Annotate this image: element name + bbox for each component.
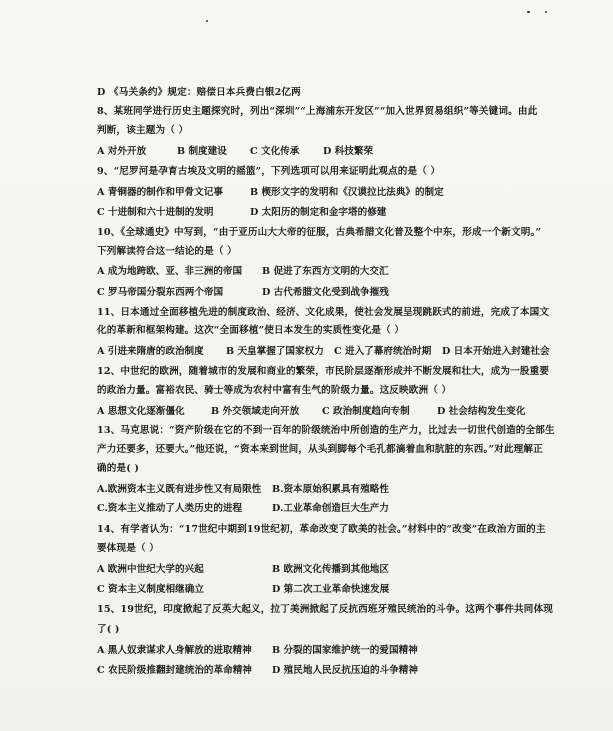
question-14-option-a: A 欧洲中世纪大学的兴起 [97, 564, 204, 575]
question-10-option-c: C 罗马帝国分裂东西两个帝国 [97, 287, 224, 298]
question-15-option-c: C 农民阶级推翻封建统治的革命精神 [97, 665, 252, 676]
question-12-stem: 的政治力量。富裕农民、骑士等成为农村中富有生气的阶级力量。这反映欧洲（ ） [97, 385, 452, 396]
question-9-stem: 9、“尼罗河是孕育古埃及文明的摇篮”，下列选项可以用来证明此观点的是（ ） [97, 166, 441, 177]
question-15-stem: 了( ) [97, 624, 120, 635]
scan-speck [545, 11, 547, 13]
question-9-option-d: D 太阳历的制定和金字塔的修建 [250, 207, 387, 218]
question-13-stem: 产力还要多，还要大。”他还说，“资本来到世间，从头到脚每个毛孔都滴着血和肮脏的东西。”对此理解正 [97, 444, 543, 455]
question-13-stem: 确的是( ) [97, 463, 140, 474]
question-14-option-d: D 第二次工业革命快速发展 [272, 584, 390, 595]
question-11-option-b: B 天皇掌握了国家权力 [226, 346, 324, 357]
question-11-option-c: C 进入了幕府统治时期 [334, 346, 432, 357]
question-11-option-d: D 日本开始进入封建社会 [442, 346, 550, 357]
question-15-option-b: B 分裂的国家维护统一的爱国精神 [272, 645, 418, 656]
question-10-stem: 下列解读符合这一结论的是（ ） [97, 246, 237, 257]
question-12-stem: 12、中世纪的欧洲，随着城市的发展和商业的繁荣，市民阶层逐渐形成并不断发展和壮大，成为一股重要 [97, 366, 550, 377]
question-9-option-a: A 青铜器的制作和甲骨文记事 [97, 187, 223, 198]
question-10-option-a: A 成为地跨欧、亚、非三洲的帝国 [97, 266, 243, 277]
question-15-option-a: A 黑人奴隶谋求人身解放的进取精神 [97, 645, 252, 656]
question-10-option-b: B 促进了东西方文明的大交汇 [262, 266, 389, 277]
question-12-option-a: A 思想文化逐渐僵化 [97, 406, 185, 417]
question-15-option-d: D 殖民地人民反抗压迫的斗争精神 [272, 665, 418, 676]
question-9-option-b: B 楔形文字的发明和《汉谟拉比法典》的制定 [250, 187, 444, 198]
question-9-option-c: C 十进制和六十进制的发明 [97, 207, 214, 218]
question-13-option-c: C.资本主义推动了人类历史的进程 [97, 503, 243, 514]
question-14-stem: 14、有学者认为：“17世纪中期到19世纪初，革命改变了欧美的社会。”材料中的“改变”在政治方面的主 [97, 524, 546, 535]
scan-speck [527, 11, 530, 13]
question-7-option-d: D 《马关条约》规定：赔偿日本兵费白银2亿两 [97, 87, 301, 98]
question-13-stem: 13、马克思说：“资产阶级在它的不到一百年的阶级统治中所创造的生产力，比过去一切世代创造的全部生 [97, 425, 555, 436]
question-8-option-a: A 对外开放 [97, 146, 147, 157]
question-12-option-d: D 社会结构发生变化 [437, 406, 526, 417]
question-8-stem: 8、某班同学进行历史主题探究时，列出“深圳”“上海浦东开发区”“加入世界贸易组织”等关键词。由此 [97, 106, 538, 117]
question-14-option-c: C 资本主义制度相继确立 [97, 584, 204, 595]
question-8-option-c: C 文化传承 [250, 146, 300, 157]
question-12-option-c: C 政治制度趋向专制 [322, 406, 410, 417]
question-14-option-b: B 欧洲文化传播到其他地区 [272, 564, 389, 575]
question-11-option-a: A 引进来隋唐的政治制度 [97, 346, 204, 357]
question-11-stem: 化的革新和框架构建。这次“全面移植”使日本发生的实质性变化是（ ） [97, 325, 405, 336]
question-10-option-d: D 古代希腊文化受到战争摧残 [262, 287, 389, 298]
question-12-option-b: B 外交领域走向开放 [211, 406, 300, 417]
question-8-option-d: D 科技繁荣 [323, 146, 374, 157]
question-10-stem: 10、《全球通史》中写到，“由于亚历山大大帝的征服，古典希腊文化普及整个中东，形成一个新文明。” [97, 227, 542, 238]
question-8-option-b: B 制度建设 [177, 146, 227, 157]
question-11-stem: 11、日本通过全面移植先进的制度政治、经济、文化成果，使社会发展呈现跳跃式的前进，完成了本国文 [97, 307, 550, 318]
question-13-option-a: A.欧洲资本主义既有进步性又有局限性 [97, 484, 262, 495]
question-13-option-b: B.资本原始积累具有殖略性 [272, 484, 389, 495]
question-15-stem: 15、19世纪，印度掀起了反英大起义，拉丁美洲掀起了反抗西班牙殖民统治的斗争。这两个事件共同体现 [97, 604, 554, 615]
scan-speck [206, 20, 208, 22]
question-8-stem: 判断，该主题为（ ） [97, 125, 189, 136]
question-13-option-d: D.工业革命创造巨大生产力 [272, 503, 389, 514]
question-14-stem: 要体现是（ ） [97, 543, 159, 554]
